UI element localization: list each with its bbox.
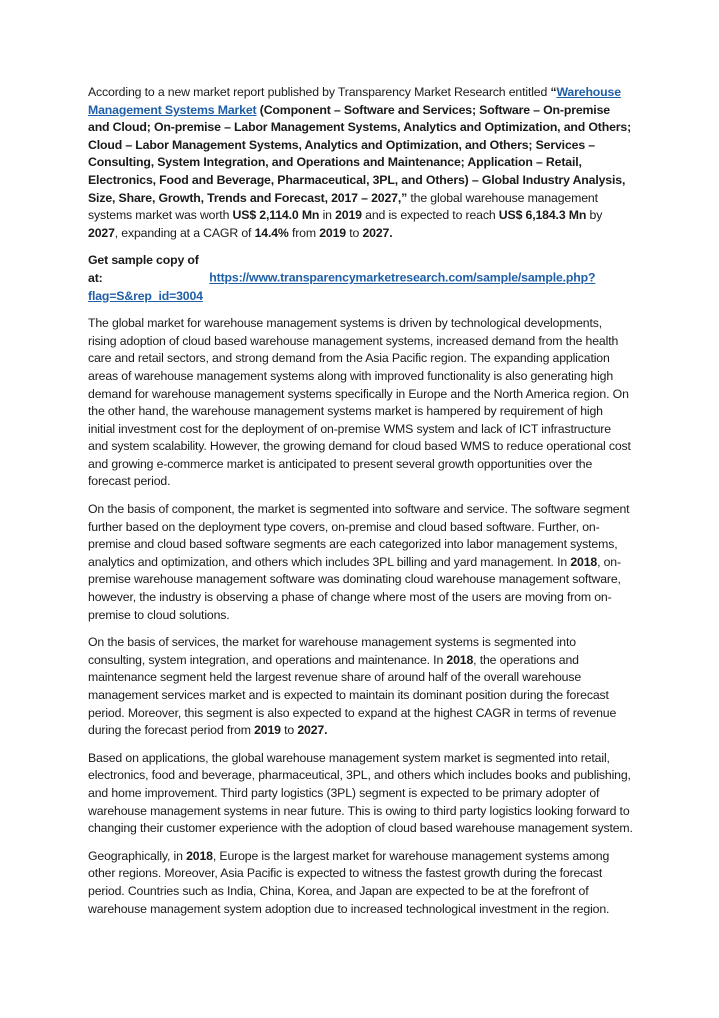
market-value-2019: US$ 2,114.0 Mn bbox=[232, 208, 320, 223]
intro-paragraph: According to a new market report published by Transparency Market Research entitled “Warehouse Management Systems Market (Component – Software and Services; Software – On-premise and Cloud; On-premise – Labor Management Systems, Analytics and Optimization, and Others; Cloud – Labor Management Systems, Analytics and Optimization, and Others; Services – Consulting, System Integration, and Operations and Maintenance; Application – Retail, Electronics, Food and Beverage, Pharmaceutical, 3PL, and Others) – Global Industry Analysis, Size, Share, Growth, Trends and Forecast, 2017 – 2027,” the global warehouse management systems market was worth US$ 2,114.0 Mn in 2019 and is expected to reach US$ 6,184.3 Mn by 2027, expanding at a CAGR of 14.4% from 2019 to 2027. bbox=[88, 85, 632, 240]
year-value: 2027 bbox=[88, 225, 115, 240]
sample-label: Get sample copy of at: bbox=[88, 253, 199, 285]
year-value: 2027. bbox=[297, 723, 328, 738]
sample-link[interactable]: https://www.transparencymarketresearch.com/sample/sample.php?flag=S&rep_id=3004 bbox=[88, 270, 596, 303]
market-value-2027: US$ 6,184.3 Mn bbox=[498, 208, 587, 223]
sample-paragraph bbox=[88, 252, 633, 305]
year-value: 2019 bbox=[335, 208, 362, 223]
cagr-value: 14.4% bbox=[254, 225, 289, 240]
services-paragraph: On the basis of services, the market for warehouse management systems is segmented into consulting, system integration, and operations and maintenance. In 2018, the operations and maintenance segment held the largest revenue share of around half of the overall warehouse management services market and is expected to maintain its dominant position during the forecast period. Moreover, this segment is also expected to expand at the highest CAGR in terms of revenue during the forecast period from 2019 to 2027. bbox=[88, 635, 617, 738]
report-title-rest: (Component – Software and Services; Software – On-premise and Cloud; On-premise – Labor Management Systems, Analytics and Optimization, and Others; Cloud – Labor Management Systems, Analytics and Optimization, and Others; Services – Consulting, System Integration, and Operations and Maintenance; Application – Retail, Electronics, Food and Beverage, Pharmaceutical, 3PL, and Others) – Global Industry Analysis, Size, Share, Growth, Trends and Forecast, 2017 – 2027,” bbox=[88, 102, 632, 205]
component-paragraph: On the basis of component, the market is segmented into software and service. The software segment further based on the deployment type covers, on-premise and cloud based software. Further, on-premise and cloud based software segments are each categorized into labor management systems, analytics and optimization, and others which includes 3PL billing and yard management. In 2018, on-premise warehouse management software was dominating cloud warehouse management software, however, the industry is observing a phase of change where most of the users are moving from on-premise to cloud solutions. bbox=[88, 502, 630, 622]
year-value: 2019 bbox=[254, 723, 281, 738]
drivers-paragraph: The global market for warehouse management systems is driven by technological developments, rising adoption of cloud based warehouse management systems, increased demand from the health care and retail sectors, and strong demand from the Asia Pacific region. The expanding application areas of warehouse management systems along with improved functionality is also generating high demand for warehouse management systems specifically in Europe and the North America region. On the other hand, the warehouse management systems market is hampered by requirement of high initial investment cost for the deployment of on-premise WMS system and lack of ICT infrastructure and system scalability. However, the growing demand for cloud based WMS to reduce operational cost and growing e-commerce market is anticipated to present several growth opportunities over the forecast period. bbox=[88, 316, 631, 489]
year-value: 2027. bbox=[362, 225, 393, 240]
intro-text: According to a new market report published by Transparency Market Research entitled bbox=[88, 85, 551, 99]
geography-paragraph: Geographically, in 2018, Europe is the largest market for warehouse management systems among other regions. Moreover, Asia Pacific is expected to witness the fastest growth during the forecast period. Countries such as India, China, Korea, and Japan are expected to be at the forefront of warehouse management system adoption due to increased technological investment in the region. bbox=[88, 848, 610, 916]
year-value: 2018 bbox=[570, 554, 598, 569]
year-value: 2018 bbox=[446, 652, 474, 667]
applications-paragraph: Based on applications, the global warehouse management system market is segmented into retail, electronics, food and beverage, pharmaceutical, 3PL, and others which includes books and publishing, and home improvement. Third party logistics (3PL) segment is expected to be primary adopter of warehouse management systems in near future. This is owing to third party logistics looking forward to changing their customer experience with the adoption of cloud based warehouse management system. bbox=[88, 750, 633, 836]
report-title-link[interactable]: Warehouse Management Systems Market bbox=[88, 85, 621, 117]
document-body bbox=[88, 84, 633, 928]
quote-open: “ bbox=[550, 85, 557, 99]
year-value: 2019 bbox=[319, 225, 346, 240]
year-value: 2018 bbox=[186, 848, 213, 863]
